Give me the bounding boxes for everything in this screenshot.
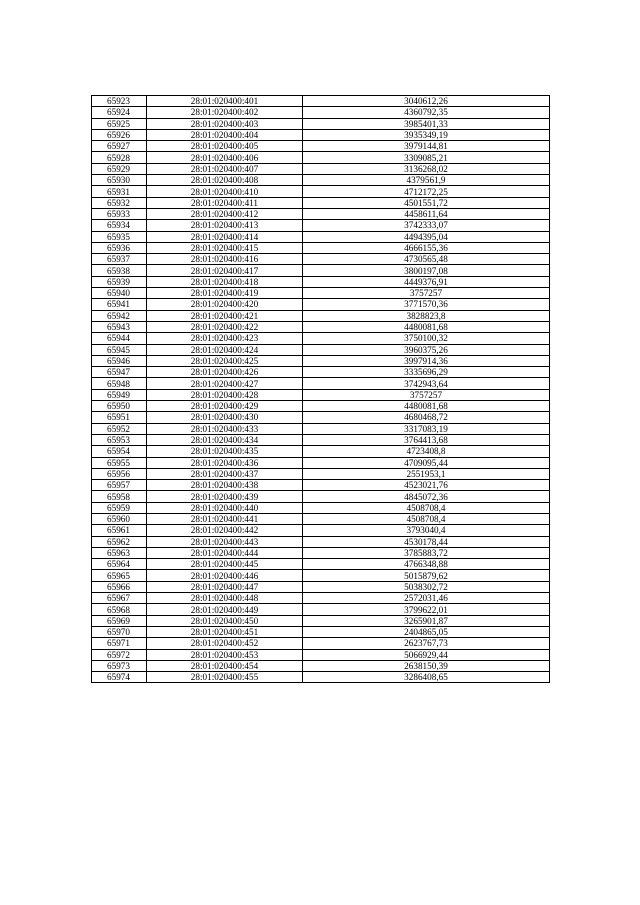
cadastral-value-cell: 4680468,72 bbox=[303, 412, 550, 423]
cadastral-value-cell: 3935349,19 bbox=[303, 129, 550, 140]
row-number-cell: 65950 bbox=[92, 401, 147, 412]
cadastral-number-cell: 28:01:020400:447 bbox=[147, 581, 303, 592]
row-number-cell: 65962 bbox=[92, 536, 147, 547]
cadastral-value-cell: 3750100,32 bbox=[303, 333, 550, 344]
cadastral-number-cell: 28:01:020400:408 bbox=[147, 175, 303, 186]
cadastral-number-cell: 28:01:020400:403 bbox=[147, 118, 303, 129]
row-number-cell: 65928 bbox=[92, 152, 147, 163]
cadastral-value-cell: 4508708,4 bbox=[303, 502, 550, 513]
row-number-cell: 65936 bbox=[92, 242, 147, 253]
cadastral-value-cell: 3309085,21 bbox=[303, 152, 550, 163]
cadastral-number-cell: 28:01:020400:428 bbox=[147, 389, 303, 400]
table-row bbox=[92, 299, 550, 310]
row-number-cell: 65964 bbox=[92, 559, 147, 570]
table-row bbox=[92, 186, 550, 197]
table-row bbox=[92, 118, 550, 129]
cadastral-number-cell: 28:01:020400:426 bbox=[147, 367, 303, 378]
cadastral-number-cell: 28:01:020400:413 bbox=[147, 220, 303, 231]
cadastral-value-cell: 3828823,8 bbox=[303, 310, 550, 321]
cadastral-number-cell: 28:01:020400:427 bbox=[147, 378, 303, 389]
table-row bbox=[92, 231, 550, 242]
cadastral-value-cell: 4458611,64 bbox=[303, 208, 550, 219]
row-number-cell: 65945 bbox=[92, 344, 147, 355]
row-number-cell: 65937 bbox=[92, 254, 147, 265]
cadastral-number-cell: 28:01:020400:446 bbox=[147, 570, 303, 581]
table-row bbox=[92, 344, 550, 355]
cadastral-value-cell: 2638150,39 bbox=[303, 660, 550, 671]
table-row bbox=[92, 107, 550, 118]
row-number-cell: 65970 bbox=[92, 626, 147, 637]
row-number-cell: 65931 bbox=[92, 186, 147, 197]
cadastral-value-cell: 4766348,88 bbox=[303, 559, 550, 570]
table-row bbox=[92, 547, 550, 558]
cadastral-value-cell: 4449376,91 bbox=[303, 276, 550, 287]
table-row bbox=[92, 649, 550, 660]
cadastral-number-cell: 28:01:020400:419 bbox=[147, 288, 303, 299]
cadastral-value-cell: 3785883,72 bbox=[303, 547, 550, 558]
table-row bbox=[92, 254, 550, 265]
row-number-cell: 65968 bbox=[92, 604, 147, 615]
cadastral-number-cell: 28:01:020400:452 bbox=[147, 638, 303, 649]
cadastral-value-cell: 3771570,36 bbox=[303, 299, 550, 310]
cadastral-number-cell: 28:01:020400:451 bbox=[147, 626, 303, 637]
cadastral-value-cell: 3317083,19 bbox=[303, 423, 550, 434]
cadastral-value-cell: 4523021,76 bbox=[303, 480, 550, 491]
cadastral-number-cell: 28:01:020400:416 bbox=[147, 254, 303, 265]
row-number-cell: 65933 bbox=[92, 208, 147, 219]
cadastral-number-cell: 28:01:020400:441 bbox=[147, 513, 303, 524]
table-row bbox=[92, 626, 550, 637]
row-number-cell: 65929 bbox=[92, 163, 147, 174]
cadastral-value-cell: 2551953,1 bbox=[303, 468, 550, 479]
table-row bbox=[92, 446, 550, 457]
cadastral-number-cell: 28:01:020400:443 bbox=[147, 536, 303, 547]
table-body bbox=[92, 96, 550, 683]
row-number-cell: 65939 bbox=[92, 276, 147, 287]
cadastral-number-cell: 28:01:020400:422 bbox=[147, 321, 303, 332]
cadastral-value-cell: 4530178,44 bbox=[303, 536, 550, 547]
row-number-cell: 65974 bbox=[92, 672, 147, 683]
table-row bbox=[92, 175, 550, 186]
cadastral-value-cell: 4480081,68 bbox=[303, 401, 550, 412]
table-row bbox=[92, 581, 550, 592]
cadastral-value-cell: 3136268,02 bbox=[303, 163, 550, 174]
row-number-cell: 65944 bbox=[92, 333, 147, 344]
table-row bbox=[92, 96, 550, 107]
cadastral-value-cell: 4501551,72 bbox=[303, 197, 550, 208]
cadastral-number-cell: 28:01:020400:405 bbox=[147, 141, 303, 152]
cadastral-value-cell: 4730565,48 bbox=[303, 254, 550, 265]
row-number-cell: 65923 bbox=[92, 96, 147, 107]
cadastral-value-cell: 3960375,26 bbox=[303, 344, 550, 355]
row-number-cell: 65963 bbox=[92, 547, 147, 558]
cadastral-number-cell: 28:01:020400:412 bbox=[147, 208, 303, 219]
row-number-cell: 65943 bbox=[92, 321, 147, 332]
row-number-cell: 65932 bbox=[92, 197, 147, 208]
table-row bbox=[92, 141, 550, 152]
cadastral-value-cell: 4379561,9 bbox=[303, 175, 550, 186]
cadastral-value-cell: 4360792,35 bbox=[303, 107, 550, 118]
cadastral-number-cell: 28:01:020400:453 bbox=[147, 649, 303, 660]
table-row bbox=[92, 615, 550, 626]
row-number-cell: 65942 bbox=[92, 310, 147, 321]
cadastral-value-cell: 3742943,64 bbox=[303, 378, 550, 389]
cadastral-number-cell: 28:01:020400:401 bbox=[147, 96, 303, 107]
cadastral-number-cell: 28:01:020400:445 bbox=[147, 559, 303, 570]
cadastral-value-cell: 3335696,29 bbox=[303, 367, 550, 378]
table-row bbox=[92, 536, 550, 547]
table-row bbox=[92, 129, 550, 140]
cadastral-value-cell: 2572031,46 bbox=[303, 593, 550, 604]
cadastral-number-cell: 28:01:020400:423 bbox=[147, 333, 303, 344]
row-number-cell: 65955 bbox=[92, 457, 147, 468]
cadastral-number-cell: 28:01:020400:420 bbox=[147, 299, 303, 310]
cadastral-number-cell: 28:01:020400:425 bbox=[147, 355, 303, 366]
cadastral-value-cell: 3286408,65 bbox=[303, 672, 550, 683]
cadastral-number-cell: 28:01:020400:418 bbox=[147, 276, 303, 287]
row-number-cell: 65957 bbox=[92, 480, 147, 491]
table-row bbox=[92, 197, 550, 208]
cadastral-value-cell: 3997914,36 bbox=[303, 355, 550, 366]
cadastral-number-cell: 28:01:020400:438 bbox=[147, 480, 303, 491]
table-row bbox=[92, 491, 550, 502]
row-number-cell: 65952 bbox=[92, 423, 147, 434]
cadastral-value-cell: 4723408,8 bbox=[303, 446, 550, 457]
table-row bbox=[92, 265, 550, 276]
table-row bbox=[92, 513, 550, 524]
row-number-cell: 65948 bbox=[92, 378, 147, 389]
table-row bbox=[92, 502, 550, 513]
row-number-cell: 65925 bbox=[92, 118, 147, 129]
cadastral-value-cell: 2623767,73 bbox=[303, 638, 550, 649]
table-row bbox=[92, 660, 550, 671]
row-number-cell: 65958 bbox=[92, 491, 147, 502]
cadastral-number-cell: 28:01:020400:417 bbox=[147, 265, 303, 276]
table-row bbox=[92, 242, 550, 253]
row-number-cell: 65971 bbox=[92, 638, 147, 649]
table-row bbox=[92, 163, 550, 174]
cadastral-number-cell: 28:01:020400:429 bbox=[147, 401, 303, 412]
cadastral-value-cell: 3799622,01 bbox=[303, 604, 550, 615]
row-number-cell: 65973 bbox=[92, 660, 147, 671]
row-number-cell: 65966 bbox=[92, 581, 147, 592]
cadastral-value-cell: 4480081,68 bbox=[303, 321, 550, 332]
cadastral-value-cell: 3979144,81 bbox=[303, 141, 550, 152]
row-number-cell: 65960 bbox=[92, 513, 147, 524]
cadastral-number-cell: 28:01:020400:404 bbox=[147, 129, 303, 140]
row-number-cell: 65967 bbox=[92, 593, 147, 604]
table-row bbox=[92, 570, 550, 581]
cadastral-value-cell: 3040612,26 bbox=[303, 96, 550, 107]
cadastral-value-cell: 5066929,44 bbox=[303, 649, 550, 660]
row-number-cell: 65934 bbox=[92, 220, 147, 231]
cadastral-number-cell: 28:01:020400:437 bbox=[147, 468, 303, 479]
cadastral-value-cell: 4712172,25 bbox=[303, 186, 550, 197]
row-number-cell: 65927 bbox=[92, 141, 147, 152]
table-row bbox=[92, 423, 550, 434]
cadastral-number-cell: 28:01:020400:439 bbox=[147, 491, 303, 502]
table-row bbox=[92, 434, 550, 445]
table-row bbox=[92, 604, 550, 615]
cadastral-number-cell: 28:01:020400:402 bbox=[147, 107, 303, 118]
cadastral-number-cell: 28:01:020400:430 bbox=[147, 412, 303, 423]
cadastral-number-cell: 28:01:020400:433 bbox=[147, 423, 303, 434]
cadastral-value-cell: 5015879,62 bbox=[303, 570, 550, 581]
cadastral-number-cell: 28:01:020400:435 bbox=[147, 446, 303, 457]
cadastral-number-cell: 28:01:020400:449 bbox=[147, 604, 303, 615]
cadastral-number-cell: 28:01:020400:414 bbox=[147, 231, 303, 242]
cadastral-value-cell: 3764413,68 bbox=[303, 434, 550, 445]
cadastral-number-cell: 28:01:020400:411 bbox=[147, 197, 303, 208]
cadastral-number-cell: 28:01:020400:406 bbox=[147, 152, 303, 163]
row-number-cell: 65953 bbox=[92, 434, 147, 445]
cadastral-number-cell: 28:01:020400:415 bbox=[147, 242, 303, 253]
table-row bbox=[92, 367, 550, 378]
table-row bbox=[92, 525, 550, 536]
cadastral-value-cell: 4494395,04 bbox=[303, 231, 550, 242]
table-row bbox=[92, 378, 550, 389]
cadastral-number-cell: 28:01:020400:448 bbox=[147, 593, 303, 604]
row-number-cell: 65969 bbox=[92, 615, 147, 626]
cadastral-value-cell: 4508708,4 bbox=[303, 513, 550, 524]
table-row bbox=[92, 333, 550, 344]
table-row bbox=[92, 276, 550, 287]
table-row bbox=[92, 468, 550, 479]
row-number-cell: 65938 bbox=[92, 265, 147, 276]
cadastral-number-cell: 28:01:020400:440 bbox=[147, 502, 303, 513]
cadastral-value-cell: 3793040,4 bbox=[303, 525, 550, 536]
cadastral-value-cell: 3265901,87 bbox=[303, 615, 550, 626]
table-row bbox=[92, 152, 550, 163]
row-number-cell: 65941 bbox=[92, 299, 147, 310]
cadastral-value-cell: 3757257 bbox=[303, 288, 550, 299]
row-number-cell: 65947 bbox=[92, 367, 147, 378]
row-number-cell: 65965 bbox=[92, 570, 147, 581]
table-row bbox=[92, 672, 550, 683]
cadastral-number-cell: 28:01:020400:454 bbox=[147, 660, 303, 671]
table-row bbox=[92, 321, 550, 332]
cadastral-value-cell: 5038302,72 bbox=[303, 581, 550, 592]
cadastral-value-cell: 2404865,05 bbox=[303, 626, 550, 637]
row-number-cell: 65935 bbox=[92, 231, 147, 242]
cadastral-number-cell: 28:01:020400:450 bbox=[147, 615, 303, 626]
cadastral-number-cell: 28:01:020400:455 bbox=[147, 672, 303, 683]
cadastral-number-cell: 28:01:020400:424 bbox=[147, 344, 303, 355]
table-row bbox=[92, 593, 550, 604]
cadastral-value-cell: 4709095,44 bbox=[303, 457, 550, 468]
table-row bbox=[92, 559, 550, 570]
table-row bbox=[92, 457, 550, 468]
row-number-cell: 65930 bbox=[92, 175, 147, 186]
cadastral-number-cell: 28:01:020400:434 bbox=[147, 434, 303, 445]
cadastral-value-cell: 4666155,36 bbox=[303, 242, 550, 253]
table-row bbox=[92, 220, 550, 231]
table-row bbox=[92, 401, 550, 412]
cadastral-value-cell: 3757257 bbox=[303, 389, 550, 400]
table-row bbox=[92, 638, 550, 649]
table-row bbox=[92, 208, 550, 219]
table-row bbox=[92, 389, 550, 400]
row-number-cell: 65972 bbox=[92, 649, 147, 660]
row-number-cell: 65951 bbox=[92, 412, 147, 423]
row-number-cell: 65959 bbox=[92, 502, 147, 513]
table-row bbox=[92, 288, 550, 299]
cadastral-number-cell: 28:01:020400:444 bbox=[147, 547, 303, 558]
cadastral-value-table bbox=[91, 95, 550, 683]
row-number-cell: 65940 bbox=[92, 288, 147, 299]
cadastral-value-cell: 3800197,08 bbox=[303, 265, 550, 276]
row-number-cell: 65956 bbox=[92, 468, 147, 479]
table-row bbox=[92, 355, 550, 366]
table-row bbox=[92, 480, 550, 491]
row-number-cell: 65961 bbox=[92, 525, 147, 536]
row-number-cell: 65946 bbox=[92, 355, 147, 366]
row-number-cell: 65926 bbox=[92, 129, 147, 140]
cadastral-number-cell: 28:01:020400:421 bbox=[147, 310, 303, 321]
row-number-cell: 65954 bbox=[92, 446, 147, 457]
cadastral-number-cell: 28:01:020400:436 bbox=[147, 457, 303, 468]
cadastral-value-cell: 3742333,07 bbox=[303, 220, 550, 231]
cadastral-number-cell: 28:01:020400:410 bbox=[147, 186, 303, 197]
cadastral-number-cell: 28:01:020400:407 bbox=[147, 163, 303, 174]
table-row bbox=[92, 310, 550, 321]
table-row bbox=[92, 412, 550, 423]
row-number-cell: 65949 bbox=[92, 389, 147, 400]
cadastral-value-cell: 3985401,33 bbox=[303, 118, 550, 129]
cadastral-number-cell: 28:01:020400:442 bbox=[147, 525, 303, 536]
row-number-cell: 65924 bbox=[92, 107, 147, 118]
cadastral-value-cell: 4845072,36 bbox=[303, 491, 550, 502]
